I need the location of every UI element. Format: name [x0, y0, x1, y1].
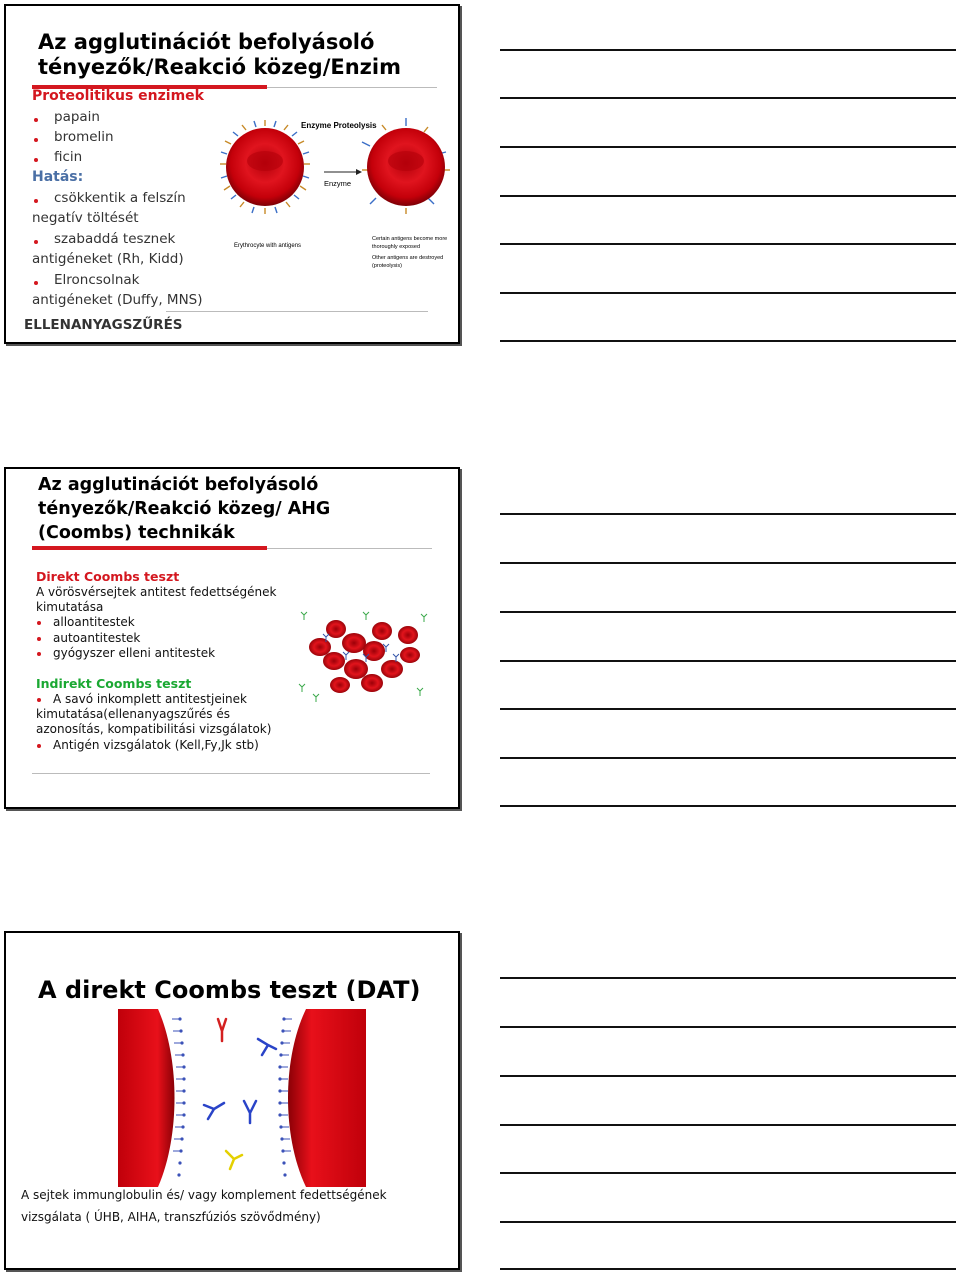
bullet-icon — [37, 621, 41, 625]
note-line — [500, 611, 956, 613]
right-caption: thoroughly exposed — [372, 244, 421, 250]
bullet-icon — [37, 652, 41, 656]
agglutination-figure — [296, 607, 432, 703]
note-line — [500, 340, 956, 342]
title-rule-gray — [267, 87, 437, 88]
list-item: autoantitestek — [53, 631, 141, 645]
note-line — [500, 977, 956, 979]
body-text: kimutatása — [36, 600, 104, 614]
slide-title: A direkt Coombs teszt (DAT) — [38, 976, 421, 1004]
dat-figure — [118, 1009, 366, 1187]
list-item: A savó inkomplett antitestjeinek — [53, 692, 247, 706]
note-line — [500, 757, 956, 759]
bullet-icon — [34, 138, 38, 142]
list-item: Antigén vizsgálatok (Kell,Fy,Jk stb) — [53, 738, 259, 752]
left-caption: Erythrocyte with antigens — [234, 243, 302, 249]
slide-dat — [4, 931, 460, 1270]
list-item: papain — [54, 109, 100, 125]
slide-footer: ELLENANYAGSZŰRÉS — [24, 317, 183, 333]
slide-title — [38, 473, 330, 545]
note-line — [500, 660, 956, 662]
right-red-cell — [288, 1009, 366, 1187]
right-caption: Other antigens are destroyed — [372, 255, 444, 261]
body-text: A vörösvérsejtek antitest fedettségének — [36, 585, 277, 599]
caption-text: A sejtek immunglobulin és/ vagy komplement fedettségének — [21, 1188, 387, 1202]
note-line — [500, 292, 956, 294]
slide-title — [38, 30, 401, 80]
bullet-icon — [34, 158, 38, 162]
title-line: tényezők/Reakció közeg/Enzim — [38, 55, 401, 79]
list-item: csökkentik a felszín — [54, 190, 186, 206]
title-rule-gray — [267, 548, 432, 549]
bullet-icon — [37, 744, 41, 748]
right-caption: (proteolysis) — [372, 263, 402, 269]
title-rule-red — [32, 546, 267, 550]
section-header: Hatás: — [32, 169, 84, 185]
title-line: tényezők/Reakció közeg/ AHG — [38, 499, 331, 519]
enzyme-proteolysis-figure — [206, 106, 456, 272]
section-header: Direkt Coombs teszt — [36, 569, 180, 584]
bullet-icon — [34, 118, 38, 122]
title-line: Az agglutinációt befolyásoló — [38, 475, 319, 495]
note-line — [500, 195, 956, 197]
enzyme-label: Enzyme — [324, 179, 352, 188]
note-line — [500, 1124, 956, 1126]
footer-rule — [166, 311, 428, 312]
list-item: alloantitestek — [53, 615, 135, 629]
note-line — [500, 708, 956, 710]
bullet-icon — [37, 698, 41, 702]
figure-title: Enzyme Proteolysis — [301, 121, 377, 130]
list-item: ficin — [54, 149, 83, 165]
caption-text: vizsgálata ( ÚHB, AIHA, transzfúziós szövődmény) — [21, 1210, 321, 1224]
list-item-cont: azonosítás, kompatibilitási vizsgálatok) — [36, 722, 272, 736]
title-line: (Coombs) technikák — [38, 523, 235, 543]
note-line — [500, 146, 956, 148]
section-header: Proteolitikus enzimek — [32, 88, 204, 104]
left-red-cell — [118, 1009, 175, 1187]
note-line — [500, 805, 956, 807]
note-line — [500, 243, 956, 245]
footer-rule — [32, 773, 430, 774]
note-line — [500, 513, 956, 515]
note-line — [500, 49, 956, 51]
bullet-icon — [37, 637, 41, 641]
list-item: Elroncsolnak — [54, 272, 140, 288]
note-line — [500, 97, 956, 99]
slide-enzyme — [4, 4, 460, 344]
list-item: gyógyszer elleni antitestek — [53, 646, 216, 660]
slide-coombs — [4, 467, 460, 809]
right-caption: Certain antigens become more — [372, 236, 448, 242]
note-line — [500, 1172, 956, 1174]
list-item-cont: antigéneket (Duffy, MNS) — [32, 292, 203, 308]
note-line — [500, 562, 956, 564]
list-item-cont: kimutatása(ellenanyagszűrés és — [36, 707, 230, 721]
section-header: Indirekt Coombs teszt — [36, 676, 192, 691]
note-line — [500, 1268, 956, 1270]
bullet-icon — [34, 281, 38, 285]
note-line — [500, 1221, 956, 1223]
bullet-icon — [34, 199, 38, 203]
title-line: Az agglutinációt befolyásoló — [38, 30, 375, 54]
list-item-cont: negatív töltését — [32, 210, 139, 226]
list-item: bromelin — [54, 129, 114, 145]
list-item: szabaddá tesznek — [54, 231, 176, 247]
note-line — [500, 1026, 956, 1028]
note-line — [500, 1075, 956, 1077]
list-item-cont: antigéneket (Rh, Kidd) — [32, 251, 184, 267]
bullet-icon — [34, 240, 38, 244]
